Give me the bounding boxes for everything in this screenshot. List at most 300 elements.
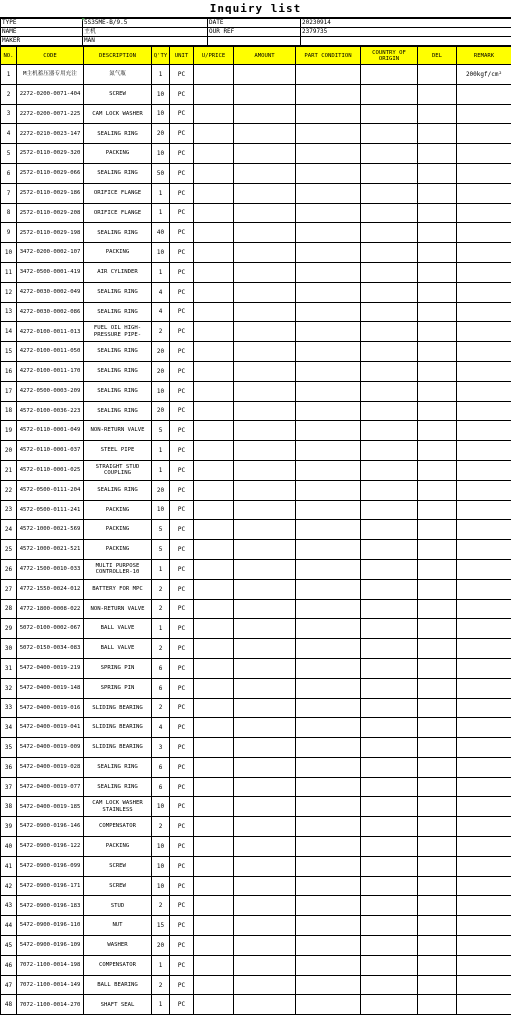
delivery-cell[interactable]	[418, 401, 457, 421]
row-number-cell[interactable]: 5	[1, 144, 17, 164]
part-condition-cell[interactable]	[296, 975, 361, 995]
description-cell[interactable]: SCREW	[84, 84, 152, 104]
row-number-cell[interactable]: 47	[1, 975, 17, 995]
unit-cell[interactable]: PC	[170, 302, 194, 322]
part-condition-cell[interactable]	[296, 599, 361, 619]
part-condition-cell[interactable]	[296, 559, 361, 579]
quantity-cell[interactable]: 1	[152, 441, 170, 461]
description-cell[interactable]: NON-RETURN VALVE	[84, 599, 152, 619]
code-cell[interactable]: 3472-0500-0001-419	[17, 262, 84, 282]
info-value[interactable]: 主机	[83, 28, 208, 37]
code-cell[interactable]: 5472-0900-0196-110	[17, 916, 84, 936]
amount-cell[interactable]	[234, 916, 296, 936]
code-cell[interactable]: 4272-0030-0002-049	[17, 282, 84, 302]
remark-cell[interactable]	[457, 401, 511, 421]
amount-cell[interactable]	[234, 500, 296, 520]
unit-cell[interactable]: PC	[170, 322, 194, 342]
code-cell[interactable]: 3472-0200-0002-107	[17, 243, 84, 263]
code-cell[interactable]: 5472-0400-0019-077	[17, 777, 84, 797]
country-of-origin-cell[interactable]	[361, 381, 418, 401]
unit-price-cell[interactable]	[194, 619, 234, 639]
delivery-cell[interactable]	[418, 559, 457, 579]
delivery-cell[interactable]	[418, 856, 457, 876]
code-cell[interactable]: 4772-1800-0008-022	[17, 599, 84, 619]
remark-cell[interactable]	[457, 619, 511, 639]
code-cell[interactable]: 2272-0210-0023-147	[17, 124, 84, 144]
amount-cell[interactable]	[234, 876, 296, 896]
country-of-origin-cell[interactable]	[361, 658, 418, 678]
description-cell[interactable]: SEALING RING	[84, 361, 152, 381]
remark-cell[interactable]: 200kgf/cm²	[457, 65, 511, 85]
amount-cell[interactable]	[234, 342, 296, 362]
row-number-cell[interactable]: 35	[1, 738, 17, 758]
part-condition-cell[interactable]	[296, 441, 361, 461]
unit-cell[interactable]: PC	[170, 698, 194, 718]
delivery-cell[interactable]	[418, 995, 457, 1015]
unit-price-cell[interactable]	[194, 302, 234, 322]
country-of-origin-cell[interactable]	[361, 144, 418, 164]
delivery-cell[interactable]	[418, 441, 457, 461]
row-number-cell[interactable]: 17	[1, 381, 17, 401]
row-number-cell[interactable]: 30	[1, 639, 17, 659]
country-of-origin-cell[interactable]	[361, 698, 418, 718]
country-of-origin-cell[interactable]	[361, 401, 418, 421]
row-number-cell[interactable]: 33	[1, 698, 17, 718]
unit-price-cell[interactable]	[194, 104, 234, 124]
part-condition-cell[interactable]	[296, 124, 361, 144]
remark-cell[interactable]	[457, 540, 511, 560]
unit-price-cell[interactable]	[194, 361, 234, 381]
unit-price-cell[interactable]	[194, 579, 234, 599]
delivery-cell[interactable]	[418, 421, 457, 441]
remark-cell[interactable]	[457, 876, 511, 896]
unit-cell[interactable]: PC	[170, 480, 194, 500]
delivery-cell[interactable]	[418, 65, 457, 85]
unit-cell[interactable]: PC	[170, 203, 194, 223]
unit-price-cell[interactable]	[194, 559, 234, 579]
unit-cell[interactable]: PC	[170, 916, 194, 936]
row-number-cell[interactable]: 45	[1, 936, 17, 956]
country-of-origin-cell[interactable]	[361, 104, 418, 124]
unit-cell[interactable]: PC	[170, 559, 194, 579]
country-of-origin-cell[interactable]	[361, 262, 418, 282]
delivery-cell[interactable]	[418, 243, 457, 263]
description-cell[interactable]: SEALING RING	[84, 124, 152, 144]
unit-price-cell[interactable]	[194, 500, 234, 520]
unit-price-cell[interactable]	[194, 243, 234, 263]
unit-cell[interactable]: PC	[170, 757, 194, 777]
row-number-cell[interactable]: 19	[1, 421, 17, 441]
unit-cell[interactable]: PC	[170, 282, 194, 302]
row-number-cell[interactable]: 13	[1, 302, 17, 322]
description-cell[interactable]: SEALING RING	[84, 302, 152, 322]
part-condition-cell[interactable]	[296, 203, 361, 223]
country-of-origin-cell[interactable]	[361, 817, 418, 837]
code-cell[interactable]: 4272-0500-0003-209	[17, 381, 84, 401]
amount-cell[interactable]	[234, 955, 296, 975]
row-number-cell[interactable]: 15	[1, 342, 17, 362]
remark-cell[interactable]	[457, 817, 511, 837]
delivery-cell[interactable]	[418, 698, 457, 718]
country-of-origin-cell[interactable]	[361, 797, 418, 817]
code-cell[interactable]: 2272-0200-0071-225	[17, 104, 84, 124]
delivery-cell[interactable]	[418, 144, 457, 164]
quantity-cell[interactable]: 1	[152, 995, 170, 1015]
row-number-cell[interactable]: 37	[1, 777, 17, 797]
info-label[interactable]: OUR REF	[208, 28, 301, 37]
delivery-cell[interactable]	[418, 975, 457, 995]
unit-cell[interactable]: PC	[170, 361, 194, 381]
unit-price-cell[interactable]	[194, 599, 234, 619]
part-condition-cell[interactable]	[296, 916, 361, 936]
description-cell[interactable]: ORIFICE FLANGE	[84, 203, 152, 223]
description-cell[interactable]: BALL BEARING	[84, 975, 152, 995]
row-number-cell[interactable]: 14	[1, 322, 17, 342]
remark-cell[interactable]	[457, 995, 511, 1015]
part-condition-cell[interactable]	[296, 361, 361, 381]
description-cell[interactable]: PACKING	[84, 540, 152, 560]
quantity-cell[interactable]: 20	[152, 342, 170, 362]
unit-cell[interactable]: PC	[170, 500, 194, 520]
quantity-cell[interactable]: 20	[152, 480, 170, 500]
description-cell[interactable]: SLIDING BEARING	[84, 738, 152, 758]
country-of-origin-cell[interactable]	[361, 856, 418, 876]
amount-cell[interactable]	[234, 203, 296, 223]
row-number-cell[interactable]: 26	[1, 559, 17, 579]
amount-cell[interactable]	[234, 639, 296, 659]
code-cell[interactable]: 2572-0110-0029-208	[17, 203, 84, 223]
unit-cell[interactable]: PC	[170, 520, 194, 540]
delivery-cell[interactable]	[418, 124, 457, 144]
code-cell[interactable]: 2572-0110-0029-186	[17, 183, 84, 203]
row-number-cell[interactable]: 12	[1, 282, 17, 302]
description-cell[interactable]: BALL VALVE	[84, 639, 152, 659]
country-of-origin-cell[interactable]	[361, 282, 418, 302]
part-condition-cell[interactable]	[296, 262, 361, 282]
amount-cell[interactable]	[234, 975, 296, 995]
quantity-cell[interactable]: 10	[152, 104, 170, 124]
remark-cell[interactable]	[457, 104, 511, 124]
quantity-cell[interactable]: 5	[152, 520, 170, 540]
info-label[interactable]: DATE	[208, 19, 301, 28]
quantity-cell[interactable]: 2	[152, 579, 170, 599]
unit-cell[interactable]: PC	[170, 896, 194, 916]
unit-price-cell[interactable]	[194, 163, 234, 183]
delivery-cell[interactable]	[418, 738, 457, 758]
remark-cell[interactable]	[457, 579, 511, 599]
part-condition-cell[interactable]	[296, 777, 361, 797]
row-number-cell[interactable]: 34	[1, 718, 17, 738]
country-of-origin-cell[interactable]	[361, 579, 418, 599]
remark-cell[interactable]	[457, 757, 511, 777]
remark-cell[interactable]	[457, 916, 511, 936]
unit-cell[interactable]: PC	[170, 144, 194, 164]
quantity-cell[interactable]: 10	[152, 837, 170, 857]
remark-cell[interactable]	[457, 738, 511, 758]
code-cell[interactable]: 4572-1000-0021-521	[17, 540, 84, 560]
remark-cell[interactable]	[457, 599, 511, 619]
remark-cell[interactable]	[457, 361, 511, 381]
unit-cell[interactable]: PC	[170, 777, 194, 797]
quantity-cell[interactable]: 1	[152, 955, 170, 975]
description-cell[interactable]: PACKING	[84, 144, 152, 164]
description-cell[interactable]: BALL VALVE	[84, 619, 152, 639]
country-of-origin-cell[interactable]	[361, 163, 418, 183]
unit-price-cell[interactable]	[194, 124, 234, 144]
info-value[interactable]	[301, 37, 511, 46]
unit-price-cell[interactable]	[194, 797, 234, 817]
unit-price-cell[interactable]	[194, 975, 234, 995]
part-condition-cell[interactable]	[296, 995, 361, 1015]
amount-cell[interactable]	[234, 65, 296, 85]
row-number-cell[interactable]: 2	[1, 84, 17, 104]
code-cell[interactable]: 5472-0900-0196-099	[17, 856, 84, 876]
remark-cell[interactable]	[457, 936, 511, 956]
row-number-cell[interactable]: 6	[1, 163, 17, 183]
part-condition-cell[interactable]	[296, 163, 361, 183]
code-cell[interactable]: 4272-0030-0002-086	[17, 302, 84, 322]
delivery-cell[interactable]	[418, 955, 457, 975]
delivery-cell[interactable]	[418, 480, 457, 500]
row-number-cell[interactable]: 23	[1, 500, 17, 520]
info-value[interactable]: 20230914	[301, 19, 511, 28]
country-of-origin-cell[interactable]	[361, 322, 418, 342]
quantity-cell[interactable]: 1	[152, 619, 170, 639]
info-label[interactable]	[208, 37, 301, 46]
description-cell[interactable]: FUEL OIL HIGH-PRESSURE PIPE-	[84, 322, 152, 342]
description-cell[interactable]: SEALING RING	[84, 757, 152, 777]
country-of-origin-cell[interactable]	[361, 619, 418, 639]
quantity-cell[interactable]: 1	[152, 559, 170, 579]
row-number-cell[interactable]: 4	[1, 124, 17, 144]
description-cell[interactable]: PACKING	[84, 520, 152, 540]
country-of-origin-cell[interactable]	[361, 559, 418, 579]
unit-price-cell[interactable]	[194, 84, 234, 104]
unit-cell[interactable]: PC	[170, 579, 194, 599]
row-number-cell[interactable]: 36	[1, 757, 17, 777]
remark-cell[interactable]	[457, 678, 511, 698]
remark-cell[interactable]	[457, 837, 511, 857]
country-of-origin-cell[interactable]	[361, 223, 418, 243]
unit-price-cell[interactable]	[194, 183, 234, 203]
amount-cell[interactable]	[234, 381, 296, 401]
country-of-origin-cell[interactable]	[361, 757, 418, 777]
country-of-origin-cell[interactable]	[361, 975, 418, 995]
amount-cell[interactable]	[234, 262, 296, 282]
description-cell[interactable]: COMPENSATOR	[84, 817, 152, 837]
delivery-cell[interactable]	[418, 203, 457, 223]
remark-cell[interactable]	[457, 381, 511, 401]
unit-price-cell[interactable]	[194, 757, 234, 777]
unit-cell[interactable]: PC	[170, 658, 194, 678]
part-condition-cell[interactable]	[296, 65, 361, 85]
delivery-cell[interactable]	[418, 936, 457, 956]
unit-price-cell[interactable]	[194, 223, 234, 243]
unit-price-cell[interactable]	[194, 421, 234, 441]
row-number-cell[interactable]: 16	[1, 361, 17, 381]
remark-cell[interactable]	[457, 144, 511, 164]
unit-price-cell[interactable]	[194, 936, 234, 956]
delivery-cell[interactable]	[418, 223, 457, 243]
row-number-cell[interactable]: 22	[1, 480, 17, 500]
part-condition-cell[interactable]	[296, 342, 361, 362]
part-condition-cell[interactable]	[296, 500, 361, 520]
part-condition-cell[interactable]	[296, 243, 361, 263]
amount-cell[interactable]	[234, 84, 296, 104]
quantity-cell[interactable]: 50	[152, 163, 170, 183]
unit-cell[interactable]: PC	[170, 619, 194, 639]
row-number-cell[interactable]: 7	[1, 183, 17, 203]
row-number-cell[interactable]: 31	[1, 658, 17, 678]
unit-cell[interactable]: PC	[170, 955, 194, 975]
quantity-cell[interactable]: 6	[152, 658, 170, 678]
remark-cell[interactable]	[457, 322, 511, 342]
row-number-cell[interactable]: 24	[1, 520, 17, 540]
delivery-cell[interactable]	[418, 322, 457, 342]
delivery-cell[interactable]	[418, 540, 457, 560]
unit-price-cell[interactable]	[194, 282, 234, 302]
unit-cell[interactable]: PC	[170, 342, 194, 362]
unit-price-cell[interactable]	[194, 480, 234, 500]
country-of-origin-cell[interactable]	[361, 361, 418, 381]
quantity-cell[interactable]: 10	[152, 500, 170, 520]
amount-cell[interactable]	[234, 480, 296, 500]
code-cell[interactable]: 5472-0400-0019-016	[17, 698, 84, 718]
code-cell[interactable]: 5472-0900-0196-109	[17, 936, 84, 956]
remark-cell[interactable]	[457, 856, 511, 876]
part-condition-cell[interactable]	[296, 322, 361, 342]
country-of-origin-cell[interactable]	[361, 500, 418, 520]
quantity-cell[interactable]: 20	[152, 361, 170, 381]
country-of-origin-cell[interactable]	[361, 896, 418, 916]
description-cell[interactable]: SLIDING BEARING	[84, 718, 152, 738]
code-cell[interactable]: 5472-0400-0019-219	[17, 658, 84, 678]
description-cell[interactable]: SEALING RING	[84, 777, 152, 797]
row-number-cell[interactable]: 21	[1, 460, 17, 480]
unit-price-cell[interactable]	[194, 342, 234, 362]
code-cell[interactable]: 2572-0110-0029-198	[17, 223, 84, 243]
unit-cell[interactable]: PC	[170, 975, 194, 995]
amount-cell[interactable]	[234, 421, 296, 441]
amount-cell[interactable]	[234, 243, 296, 263]
unit-price-cell[interactable]	[194, 381, 234, 401]
unit-price-cell[interactable]	[194, 203, 234, 223]
remark-cell[interactable]	[457, 124, 511, 144]
code-cell[interactable]: M主机蓄压器专用充注	[17, 65, 84, 85]
unit-price-cell[interactable]	[194, 520, 234, 540]
info-label[interactable]: TYPE	[1, 19, 83, 28]
remark-cell[interactable]	[457, 203, 511, 223]
row-number-cell[interactable]: 41	[1, 856, 17, 876]
amount-cell[interactable]	[234, 401, 296, 421]
amount-cell[interactable]	[234, 144, 296, 164]
unit-price-cell[interactable]	[194, 718, 234, 738]
delivery-cell[interactable]	[418, 282, 457, 302]
description-cell[interactable]: SEALING RING	[84, 223, 152, 243]
delivery-cell[interactable]	[418, 639, 457, 659]
description-cell[interactable]: 氮气瓶	[84, 65, 152, 85]
delivery-cell[interactable]	[418, 104, 457, 124]
code-cell[interactable]: 4272-0100-0011-170	[17, 361, 84, 381]
amount-cell[interactable]	[234, 619, 296, 639]
amount-cell[interactable]	[234, 817, 296, 837]
row-number-cell[interactable]: 1	[1, 65, 17, 85]
row-number-cell[interactable]: 48	[1, 995, 17, 1015]
amount-cell[interactable]	[234, 460, 296, 480]
remark-cell[interactable]	[457, 302, 511, 322]
amount-cell[interactable]	[234, 658, 296, 678]
remark-cell[interactable]	[457, 777, 511, 797]
remark-cell[interactable]	[457, 896, 511, 916]
remark-cell[interactable]	[457, 460, 511, 480]
part-condition-cell[interactable]	[296, 658, 361, 678]
code-cell[interactable]: 5072-0150-0034-083	[17, 639, 84, 659]
code-cell[interactable]: 5472-0900-0196-171	[17, 876, 84, 896]
unit-cell[interactable]: PC	[170, 639, 194, 659]
remark-cell[interactable]	[457, 342, 511, 362]
row-number-cell[interactable]: 43	[1, 896, 17, 916]
remark-cell[interactable]	[457, 183, 511, 203]
amount-cell[interactable]	[234, 124, 296, 144]
description-cell[interactable]: PACKING	[84, 837, 152, 857]
quantity-cell[interactable]: 6	[152, 678, 170, 698]
part-condition-cell[interactable]	[296, 480, 361, 500]
code-cell[interactable]: 4272-0100-0011-013	[17, 322, 84, 342]
unit-price-cell[interactable]	[194, 678, 234, 698]
code-cell[interactable]: 5472-0400-0019-009	[17, 738, 84, 758]
part-condition-cell[interactable]	[296, 678, 361, 698]
description-cell[interactable]: WASHER	[84, 936, 152, 956]
amount-cell[interactable]	[234, 936, 296, 956]
unit-cell[interactable]: PC	[170, 262, 194, 282]
amount-cell[interactable]	[234, 520, 296, 540]
unit-cell[interactable]: PC	[170, 381, 194, 401]
description-cell[interactable]: SEALING RING	[84, 282, 152, 302]
unit-cell[interactable]: PC	[170, 936, 194, 956]
code-cell[interactable]: 4772-1500-0010-033	[17, 559, 84, 579]
description-cell[interactable]: NUT	[84, 916, 152, 936]
delivery-cell[interactable]	[418, 599, 457, 619]
description-cell[interactable]: STUD	[84, 896, 152, 916]
description-cell[interactable]: STRAIGHT STUD COUPLING	[84, 460, 152, 480]
amount-cell[interactable]	[234, 163, 296, 183]
unit-cell[interactable]: PC	[170, 183, 194, 203]
country-of-origin-cell[interactable]	[361, 718, 418, 738]
info-label[interactable]: NAME	[1, 28, 83, 37]
description-cell[interactable]: SHAFT SEAL	[84, 995, 152, 1015]
quantity-cell[interactable]: 4	[152, 302, 170, 322]
row-number-cell[interactable]: 42	[1, 876, 17, 896]
remark-cell[interactable]	[457, 955, 511, 975]
code-cell[interactable]: 5072-0100-0002-067	[17, 619, 84, 639]
unit-cell[interactable]: PC	[170, 65, 194, 85]
info-value[interactable]: 5S35ME-B/9.5	[83, 19, 208, 28]
unit-cell[interactable]: PC	[170, 876, 194, 896]
part-condition-cell[interactable]	[296, 381, 361, 401]
row-number-cell[interactable]: 40	[1, 837, 17, 857]
country-of-origin-cell[interactable]	[361, 916, 418, 936]
unit-cell[interactable]: PC	[170, 678, 194, 698]
row-number-cell[interactable]: 38	[1, 797, 17, 817]
row-number-cell[interactable]: 20	[1, 441, 17, 461]
amount-cell[interactable]	[234, 183, 296, 203]
part-condition-cell[interactable]	[296, 698, 361, 718]
info-value[interactable]: MAN	[83, 37, 208, 46]
unit-price-cell[interactable]	[194, 144, 234, 164]
remark-cell[interactable]	[457, 520, 511, 540]
amount-cell[interactable]	[234, 540, 296, 560]
info-label[interactable]: MAKER	[1, 37, 83, 46]
